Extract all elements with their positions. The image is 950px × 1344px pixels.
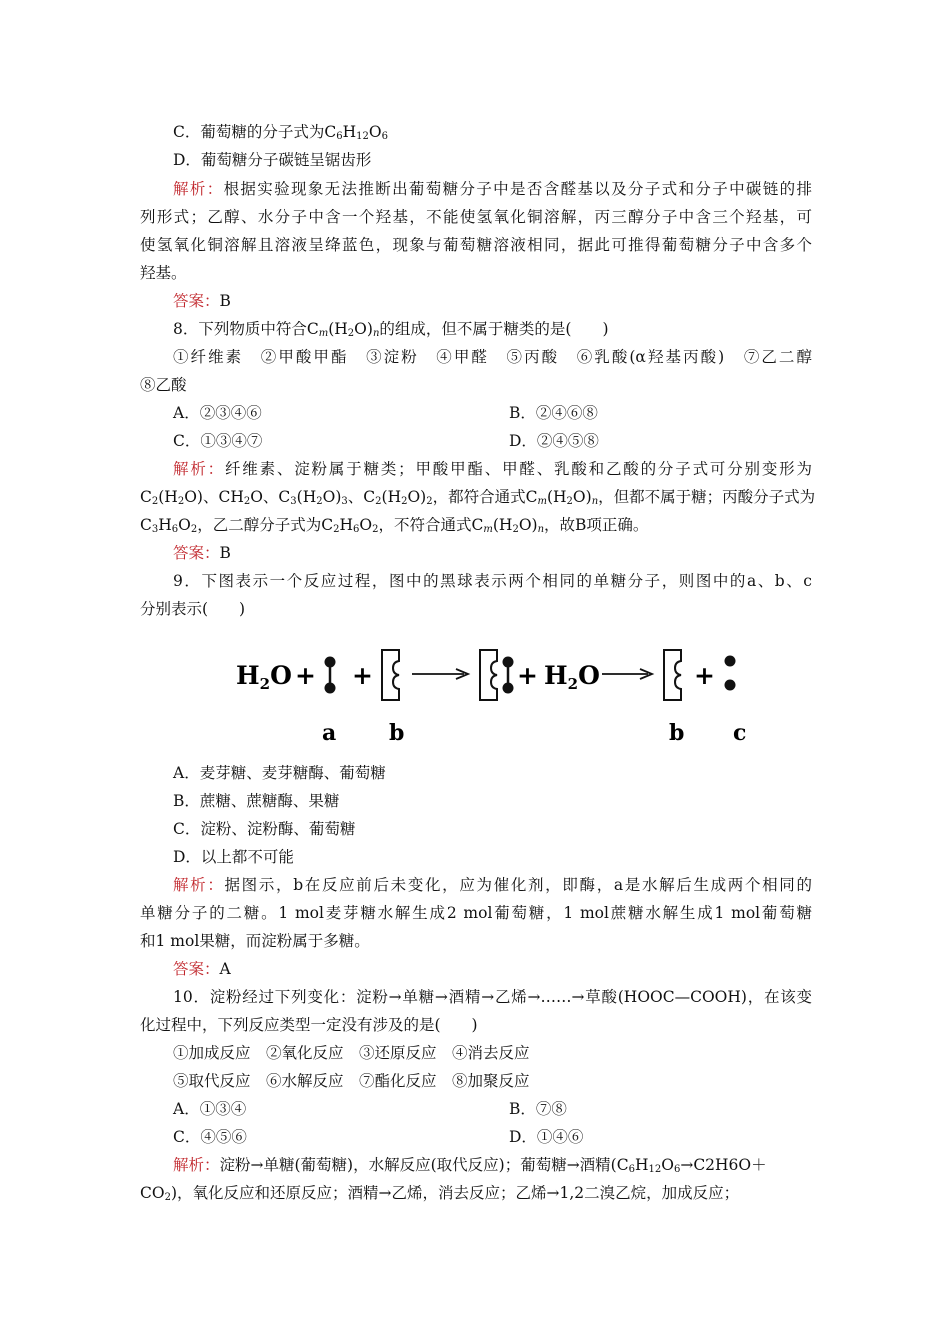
plus-sign-1: + <box>295 661 316 690</box>
q9-answer: 答案：A <box>173 960 231 978</box>
q8-option-c: C．①③④⑦ <box>173 432 263 450</box>
q7-option-c: C．葡萄糖的分子式为$C_6H_{12}O_6$ <box>173 123 388 142</box>
q9-stem-line-2: 分别表示( ) <box>140 600 246 618</box>
q8-option-a: A．②③④⑥ <box>173 404 262 422</box>
q8-items-line-1: ①纤维素 ②甲酸甲酯 ③淀粉 ④甲醛 ⑤丙酸 ⑥乳酸(α羟基丙酸) ⑦乙二醇 <box>173 348 812 366</box>
analysis-label: 解析： <box>173 180 224 198</box>
q10-options-row-1 <box>173 1095 845 1123</box>
q9-option-c: C．淀粉、淀粉酶、葡萄糖 <box>173 820 356 838</box>
q7-analysis-line-3: 使氢氧化铜溶解且溶液呈绛蓝色，现象与葡萄糖溶液相同，据此可推得葡萄糖分子中含多个 <box>140 236 812 254</box>
q10-analysis-line-2: $CO_2$)，氧化反应和还原反应；酒精→乙烯，消去反应；乙烯→1,2二溴乙烷，加成反应； <box>140 1184 740 1203</box>
q7-analysis-line-2: 列形式；乙醇、水分子中含一个羟基，不能使氢氧化铜溶解，丙三醇分子中含三个羟基，可 <box>140 208 812 226</box>
answer-label: 答案： <box>173 544 220 562</box>
q10-items-line-1: ①加成反应 ②氧化反应 ③还原反应 ④消去反应 <box>173 1044 530 1062</box>
q10-analysis-line-1: 解析：淀粉→单糖(葡萄糖)，水解反应(取代反应)；葡萄糖→酒精($C_6H_{12}O_6\to C2H6O+$ <box>173 1156 767 1175</box>
q9-analysis-line-1: 解析：据图示，b在反应前后未变化，应为催化剂，即酶，a是水解后生成两个相同的 <box>173 876 812 894</box>
enzyme-shape-b-2 <box>664 650 681 700</box>
analysis-label: 解析： <box>173 876 225 894</box>
analysis-label: 解析： <box>173 1156 220 1174</box>
answer-label: 答案： <box>173 292 220 310</box>
reaction-diagram <box>232 648 762 748</box>
q8-items-line-2: ⑧乙酸 <box>140 376 187 394</box>
q8-option-d: D．②④⑤⑧ <box>509 432 599 450</box>
q9-option-b: B．蔗糖、蔗糖酶、果糖 <box>173 792 340 810</box>
label-c: c <box>733 720 747 746</box>
plus-sign-4: + <box>694 661 715 690</box>
q10-option-c: C．④⑤⑥ <box>173 1128 247 1146</box>
q7-analysis-line-4: 羟基。 <box>140 264 187 282</box>
q10-options-row-2 <box>173 1123 845 1151</box>
q9-stem-line-1: 9．下图表示一个反应过程，图中的黑球表示两个相同的单糖分子，则图中的a、b、c <box>173 572 812 590</box>
q8-options-row-2 <box>173 427 845 455</box>
disaccharide-molecule-a <box>325 657 336 694</box>
q10-option-b: B．⑦⑧ <box>509 1100 567 1118</box>
enzyme-substrate-complex <box>480 650 514 700</box>
label-a: a <box>322 720 337 746</box>
q9-option-a: A．麦芽糖、麦芽糖酶、葡萄糖 <box>173 764 386 782</box>
label-b-1: b <box>389 720 405 746</box>
q7-analysis-line-1: 解析：根据实验现象无法推断出葡萄糖分子中是否含醛基以及分子式和分子中碳链的排 <box>173 180 812 198</box>
plus-sign-2: + <box>352 661 373 690</box>
q8-options-row-1 <box>173 399 845 427</box>
reaction-arrow-1 <box>412 669 468 679</box>
enzyme-shape-b-1 <box>382 650 399 700</box>
q10-stem-line-1: 10．淀粉经过下列变化：淀粉→单糖→酒精→乙烯→……→草酸(HOOC—COOH)，在该变 <box>173 988 812 1006</box>
q8-option-b: B．②④⑥⑧ <box>509 404 598 422</box>
q7-option-d: D．葡萄糖分子碳链呈锯齿形 <box>173 151 372 169</box>
q8-stem: 8．下列物质中符合$C_m(H_2O)_n$的组成，但不属于糖类的是( ) <box>173 320 609 339</box>
monosaccharides-c <box>725 656 736 691</box>
reaction-arrow-2 <box>602 669 652 679</box>
q8-analysis-line-1: 解析：纤维素、淀粉属于糖类；甲酸甲酯、甲醛、乳酸和乙酸的分子式可分别变形为 <box>173 460 812 478</box>
q10-option-a: A．①③④ <box>173 1100 247 1118</box>
q10-option-d: D．①④⑥ <box>509 1128 584 1146</box>
water-formula-2: $H_2O$ <box>544 661 600 693</box>
q9-analysis-line-2: 单糖分子的二糖。1 mol麦芽糖水解生成2 mol葡萄糖，1 mol蔗糖水解生成1 mol葡萄糖 <box>140 904 812 922</box>
q8-analysis-line-2: $C_2(H_2O)$、$CH_2O$、$C_3(H_2O)_3$、$C_2(H_2O)_2$，都符合通式$C_m(H_2O)_n$，但都不属于糖；丙酸分子式为 <box>140 488 816 507</box>
analysis-label: 解析： <box>173 460 225 478</box>
q9-option-d: D．以上都不可能 <box>173 848 294 866</box>
q8-analysis-line-3: $C_3H_6O_2$，乙二醇分子式为$C_2H_6O_2$，不符合通式$C_m(H_2O)_n$，故B项正确。 <box>140 516 649 535</box>
water-formula-1: $H_2O$ <box>236 661 292 693</box>
q10-items-line-2: ⑤取代反应 ⑥水解反应 ⑦酯化反应 ⑧加聚反应 <box>173 1072 530 1090</box>
plus-sign-3: + <box>517 661 538 690</box>
q9-analysis-line-3: 和1 mol果糖，而淀粉属于多糖。 <box>140 932 370 950</box>
q10-stem-line-2: 化过程中，下列反应类型一定没有涉及的是( ) <box>140 1016 478 1034</box>
q7-answer: 答案：B <box>173 292 231 310</box>
answer-label: 答案： <box>173 960 220 978</box>
label-b-2: b <box>669 720 685 746</box>
q8-answer: 答案：B <box>173 544 231 562</box>
